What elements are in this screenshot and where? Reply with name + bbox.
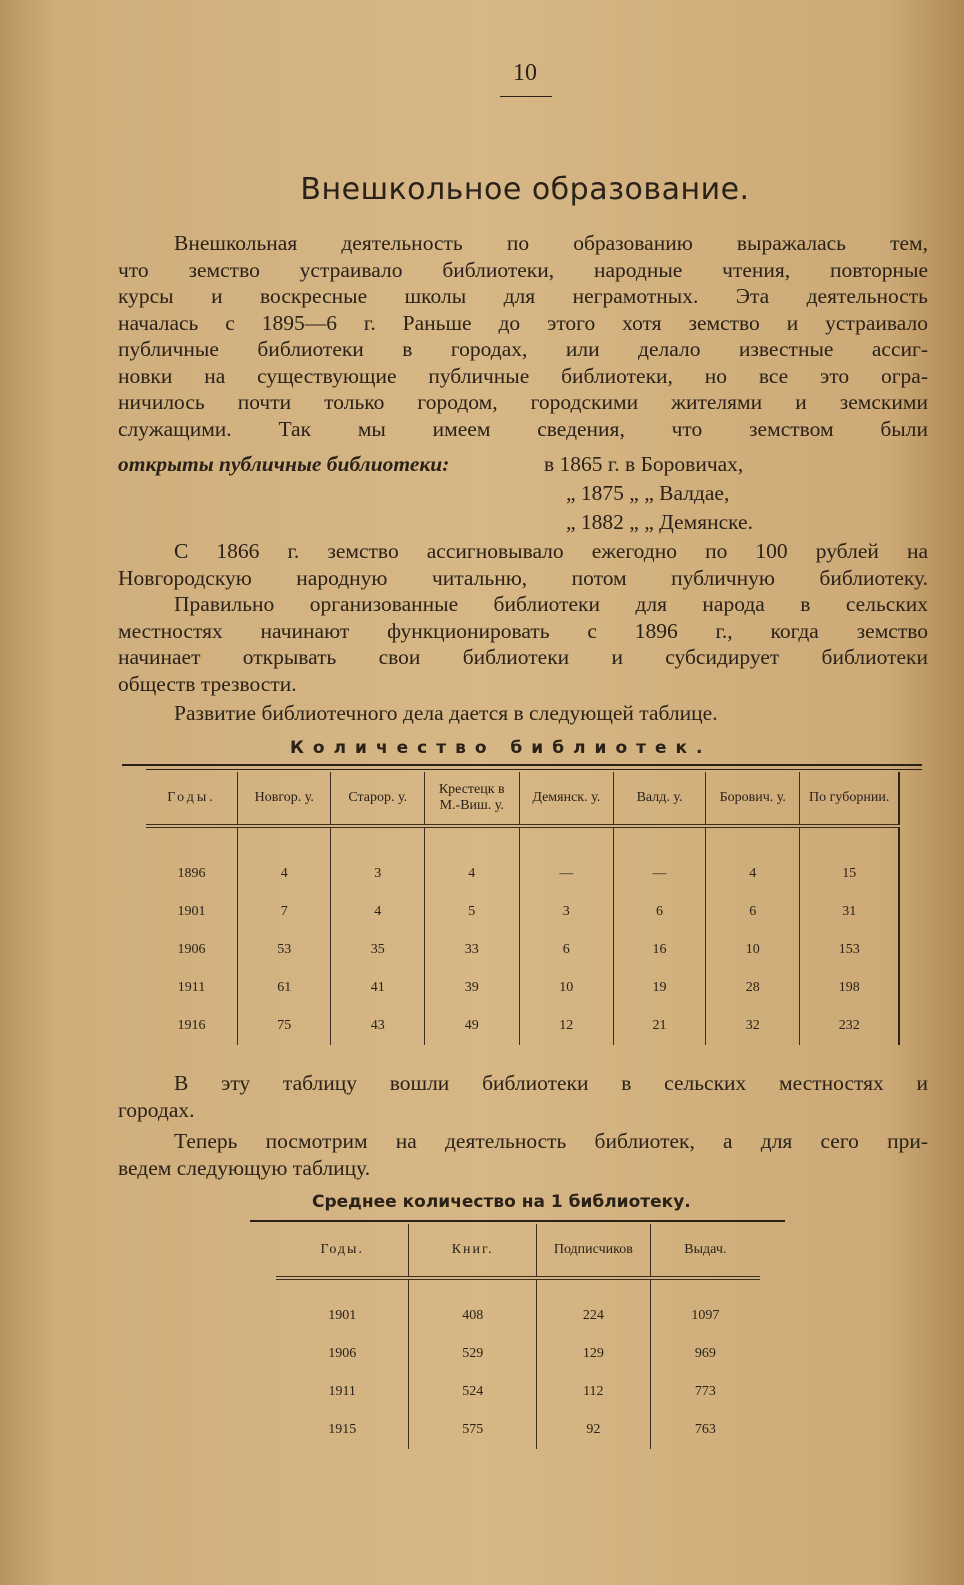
library-line: в 1865 г. в Боровичах, [544,452,744,476]
text-line: обществ трезвости. [118,671,297,696]
table-row [276,1411,760,1449]
column-header: Старор. у. [331,772,424,826]
table-cell: 49 [424,1007,519,1045]
table-cell: 524 [409,1373,537,1411]
column-header: По губорнии. [800,772,899,826]
table-row [146,931,899,969]
column-header: Годы. [276,1224,409,1278]
column-header: Выдач. [650,1224,760,1278]
text-line: новки на существующие публичные библиотеки, но все это огра- [118,363,928,388]
table-cell: 28 [706,969,800,1007]
text-line: Правильно организованные библиотеки для народа в сельских [174,592,928,616]
column-header: Подписчиков [536,1224,650,1278]
table-cell: 6 [519,931,614,969]
column-header: Демянск. у. [519,772,614,826]
table-cell: 1916 [177,1018,206,1033]
table-cell: 35 [331,931,424,969]
table-cell: 4 [706,826,800,893]
text-line: курсы и воскресные школы для неграмотных. Эта деятельность [118,284,928,308]
table-cell: 224 [536,1278,650,1335]
table-row [146,969,899,1007]
text-line: Развитие библиотечного дела дается в следующей таблице. [174,701,718,725]
table-header-row [146,772,899,826]
column-header: Годы. [146,772,237,826]
table-cell: 969 [650,1335,760,1373]
table-cell: 5 [424,893,519,931]
table-cell: — [614,826,706,893]
library-line: „ 1875 „ „ Валдае, [566,481,730,505]
page-number: 10 [513,60,537,86]
table-cell: 7 [237,893,331,931]
table-cell: 129 [536,1335,650,1373]
table-row [276,1373,760,1411]
text-line: ничилось почти только городом, городскими жителями и земскими [118,390,928,414]
table-cell: 1097 [650,1278,760,1335]
text-line: ведем следующую таблицу. [118,1155,371,1180]
table-row [276,1278,760,1335]
table-cell: 1901 [328,1308,357,1323]
libraries-count-table [146,772,900,1045]
table-cell: 763 [650,1411,760,1449]
table-cell: 32 [706,1007,800,1045]
table-cell: 19 [614,969,706,1007]
table-cell: 1906 [177,942,206,957]
text-line: публичные библиотеки в городах, или делало известные ассиг- [118,337,928,361]
table-cell: 12 [519,1007,614,1045]
text-line: Внешкольная деятельность по образованию выражалась тем, [174,231,928,255]
table1-top-rule [146,769,922,770]
table-cell: 1896 [177,866,206,881]
column-header: Крестецк в М.-Виш. у. [424,772,519,826]
table-cell: 39 [424,969,519,1007]
table-cell: 1901 [177,904,206,919]
table1-top-rule [122,764,922,766]
table-cell: 53 [237,931,331,969]
text-line: Теперь посмотрим на деятельность библиотек, а для сего при- [174,1129,928,1153]
page-number-rule [500,96,552,97]
column-header: Новгор. у. [237,772,331,826]
table-cell: 3 [519,893,614,931]
table-cell: 43 [331,1007,424,1045]
table-row [276,1335,760,1373]
table-cell: 4 [331,893,424,931]
table-cell: 10 [706,931,800,969]
text-line: служащими. Так мы имеем сведения, что земством были [118,416,928,441]
text-line: городах. [118,1097,195,1122]
table-cell: 33 [424,931,519,969]
table-cell: 15 [800,826,899,893]
table-cell: — [519,826,614,893]
table-cell: 10 [519,969,614,1007]
table-cell: 3 [331,826,424,893]
text-line: местностях начинают функционировать с 1896 г., когда земство [118,618,928,643]
table-row [146,1007,899,1045]
paragraph-4 [118,700,928,727]
paragraph-5 [118,1070,928,1123]
table2-top-rule [250,1220,785,1222]
table-cell: 529 [409,1335,537,1373]
table-row [146,893,899,931]
text-line: начинает открывать свои библиотеки и субсидирует библиотеки [118,645,928,669]
paragraph-3 [118,591,928,697]
table-cell: 1911 [328,1384,356,1399]
table-cell: 16 [614,931,706,969]
table-cell: 31 [800,893,899,931]
table-cell: 92 [536,1411,650,1449]
text-line: Новгородскую народную читальню, потом публичную библиотеку. [118,565,928,590]
average-per-library-table [276,1224,760,1449]
table-cell: 153 [800,931,899,969]
table-cell: 232 [800,1007,899,1045]
table1-title: Количество библиотек. [290,738,712,758]
text-line: В эту таблицу вошли библиотеки в сельских местностях и [174,1071,928,1095]
column-header: Книг. [409,1224,537,1278]
column-header: Борович. у. [706,772,800,826]
paragraph-2 [118,538,928,591]
table-cell: 408 [409,1278,537,1335]
table-header-row [276,1224,760,1278]
table-cell: 575 [409,1411,537,1449]
table-cell: 21 [614,1007,706,1045]
column-header: Валд. у. [614,772,706,826]
opened-libraries-label: открыты публичные библиотеки: [118,452,450,476]
table-row [146,826,899,893]
table-cell: 1906 [328,1346,357,1361]
text-line: С 1866 г. земство ассигновывало ежегодно по 100 рублей на [174,539,928,563]
paragraph-6 [118,1128,928,1181]
library-line: „ 1882 „ „ Демянске. [566,510,753,534]
table-cell: 198 [800,969,899,1007]
table-cell: 6 [706,893,800,931]
table-cell: 112 [536,1373,650,1411]
paragraph-1 [118,230,928,442]
table-cell: 4 [424,826,519,893]
table2-title: Среднее количество на 1 библиотеку. [312,1192,691,1212]
text-line: что земство устраивало библиотеки, народные чтения, повторные [118,257,928,282]
table-cell: 61 [237,969,331,1007]
table-cell: 75 [237,1007,331,1045]
text-line: началась с 1895—6 г. Раньше до этого хотя земство и устраивало [118,310,928,335]
table-cell: 4 [237,826,331,893]
table-cell: 1915 [328,1422,357,1437]
table-cell: 41 [331,969,424,1007]
table-cell: 6 [614,893,706,931]
table-cell: 773 [650,1373,760,1411]
table-cell: 1911 [177,980,206,995]
section-heading: Внешкольное образование. [300,172,750,207]
